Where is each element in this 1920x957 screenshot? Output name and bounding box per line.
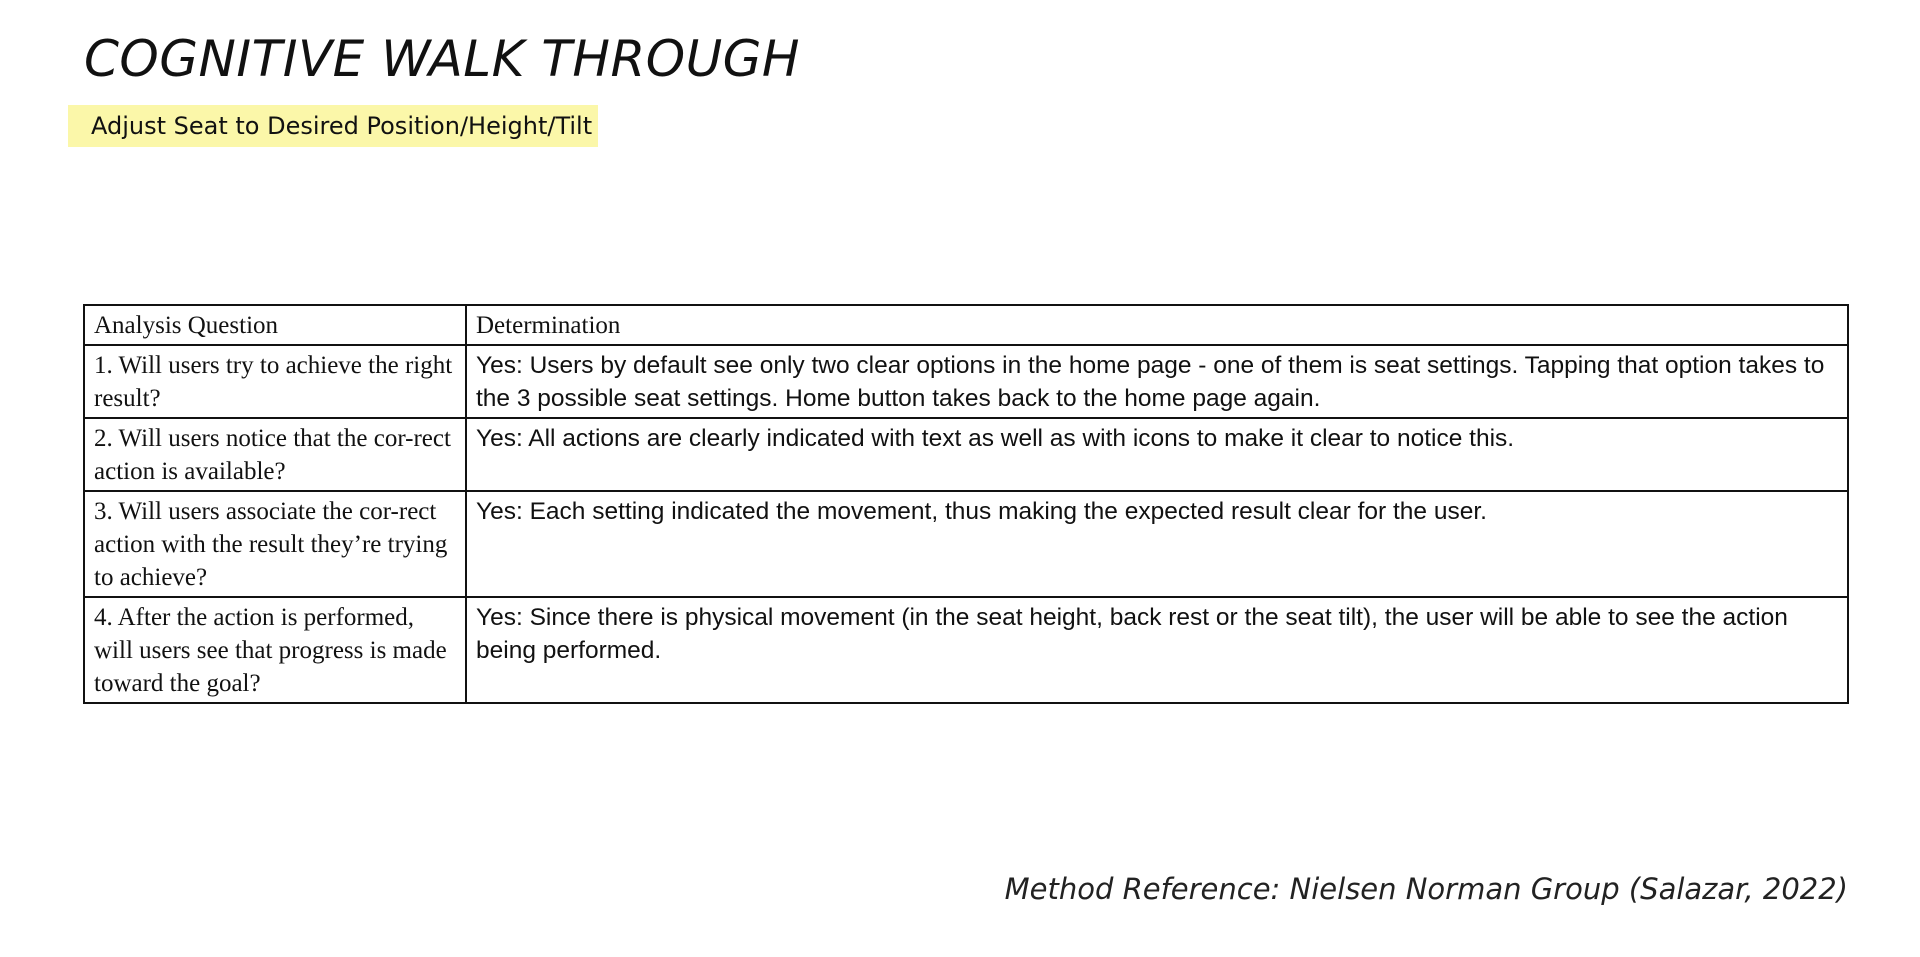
question-cell: 3. Will users associate the cor-rect action with the result they’re trying to achieve? bbox=[84, 491, 466, 597]
walkthrough-table bbox=[83, 304, 1849, 704]
header-determination: Determination bbox=[466, 305, 1848, 345]
determination-cell: Yes: Users by default see only two clear options in the home page - one of them is seat settings. Tapping that option takes to the 3 possible seat settings. Home button takes back to the home page again. bbox=[466, 345, 1848, 418]
table-header-row bbox=[84, 305, 1848, 345]
table-row bbox=[84, 491, 1848, 597]
determination-cell: Yes: Since there is physical movement (in the seat height, back rest or the seat tilt), the user will be able to see the action being performed. bbox=[466, 597, 1848, 703]
question-cell: 2. Will users notice that the cor-rect action is available? bbox=[84, 418, 466, 491]
question-cell: 1. Will users try to achieve the right result? bbox=[84, 345, 466, 418]
table-row bbox=[84, 597, 1848, 703]
table-row bbox=[84, 345, 1848, 418]
header-analysis-question: Analysis Question bbox=[84, 305, 466, 345]
table-row bbox=[84, 418, 1848, 491]
determination-cell: Yes: Each setting indicated the movement, thus making the expected result clear for the user. bbox=[466, 491, 1848, 597]
page-title: COGNITIVE WALK THROUGH bbox=[84, 30, 801, 88]
determination-cell: Yes: All actions are clearly indicated with text as well as with icons to make it clear to notice this. bbox=[466, 418, 1848, 491]
question-cell: 4. After the action is performed, will users see that progress is made toward the goal? bbox=[84, 597, 466, 703]
task-subtitle: Adjust Seat to Desired Position/Height/Tilt bbox=[68, 105, 598, 147]
method-reference: Method Reference: Nielsen Norman Group (Salazar, 2022) bbox=[1004, 872, 1848, 906]
